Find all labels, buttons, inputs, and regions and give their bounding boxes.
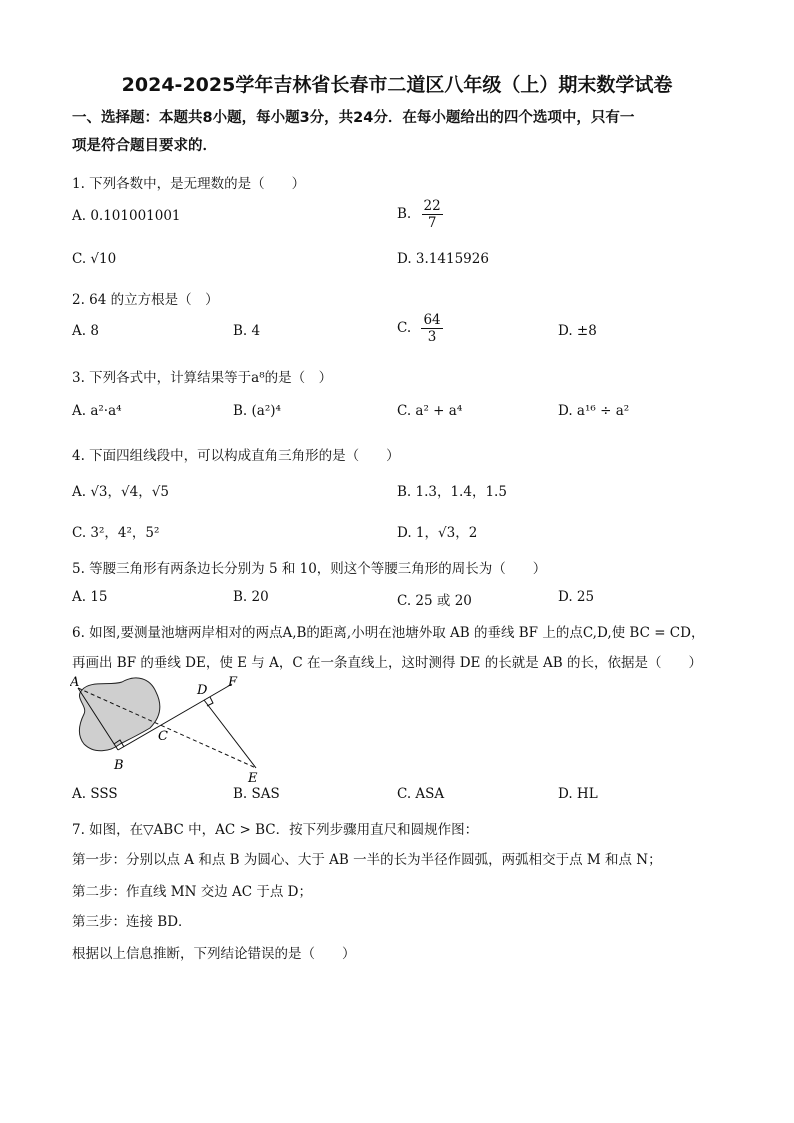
q2-option-c-label: C. [397, 320, 412, 336]
fraction-denominator: 3 [427, 329, 437, 345]
q5-option-b: B. 20 [233, 589, 269, 605]
q5-option-c: C. 25 或 20 [397, 593, 472, 609]
section-header-line-2: 项是符合题目要求的． [72, 138, 217, 154]
fraction-numerator: 22 [423, 198, 441, 214]
point-label-b: B [114, 758, 124, 773]
q3-option-a: A. a²·a⁴ [72, 403, 122, 419]
point-label-f: F [228, 675, 238, 690]
question-5-stem: 5. 等腰三角形有两条边长分别为 5 和 10，则这个等腰三角形的周长为（ ） [72, 561, 547, 577]
question-7-step-2: 第二步：作直线 MN 交边 AC 于点 D； [72, 884, 312, 900]
question-7-step-3: 第三步：连接 BD． [72, 914, 192, 930]
q4-option-b: B. 1.3，1.4，1.5 [397, 484, 507, 500]
question-1-stem: 1. 下列各数中，是无理数的是（ ） [72, 176, 306, 192]
section-header [72, 104, 722, 160]
q4-option-c: C. 3²，4²，5² [72, 525, 160, 541]
q4-option-a: A. √3，√4，√5 [72, 484, 169, 500]
q6-option-a: A. SSS [72, 786, 118, 802]
q6-option-b: B. SAS [233, 786, 280, 802]
question-3-stem: 3. 下列各式中，计算结果等于a⁸的是（ ） [72, 370, 333, 386]
point-label-c: C [158, 729, 168, 744]
section-header-line-1: 一、选择题：本题共8小题，每小题3分，共24分．在每小题给出的四个选项中，只有一 [72, 110, 635, 126]
question-4-stem: 4. 下面四组线段中，可以构成直角三角形的是（ ） [72, 448, 400, 464]
question-7-stem: 7. 如图，在▽ABC 中，AC > BC．按下列步骤用直尺和圆规作图： [72, 822, 479, 838]
fraction-denominator: 7 [427, 215, 437, 231]
q2-option-c [397, 312, 443, 345]
segment-de [204, 700, 256, 768]
fraction-numerator: 64 [423, 312, 441, 328]
q1-option-b [397, 198, 443, 231]
q6-option-c: C. ASA [397, 786, 445, 802]
q1-option-c: C. √10 [72, 251, 117, 267]
q2-option-d: D. ±8 [558, 323, 597, 339]
q4-option-d: D. 1，√3，2 [397, 525, 478, 541]
pond-measurement-figure [70, 672, 290, 782]
q2-option-b: B. 4 [233, 323, 261, 339]
point-label-d: D [197, 683, 208, 698]
q5-option-a: A. 15 [72, 589, 108, 605]
question-7-tail: 根据以上信息推断，下列结论错误的是（ ） [72, 946, 356, 962]
q5-option-d: D. 25 [558, 589, 595, 605]
q3-option-c: C. a² + a⁴ [397, 403, 463, 419]
question-2-stem: 2. 64 的立方根是（ ） [72, 292, 219, 308]
question-6-stem-line-1: 6. 如图,要测量池塘两岸相对的两点A,B的距离,小明在池塘外取 AB 的垂线 BF 上的点C,D,使 BC = CD， [72, 625, 705, 641]
question-7-step-1: 第一步：分别以点 A 和点 B 为圆心、大于 AB 一半的长为半径作圆弧，两弧相交于点 M 和点 N； [72, 852, 662, 868]
point-label-e: E [248, 771, 258, 782]
q6-option-d: D. HL [558, 786, 598, 802]
q1-option-b-fraction [422, 198, 443, 231]
q1-option-d: D. 3.1415926 [397, 251, 489, 267]
q1-option-a: A. 0.101001001 [72, 208, 181, 224]
question-6-stem-line-2: 再画出 BF 的垂线 DE，使 E 与 A，C 在一条直线上，这时测得 DE 的长就是 AB 的长，依据是（ ） [72, 655, 702, 671]
point-label-a: A [70, 675, 80, 690]
page-title: 2024-2025学年吉林省长春市二道区八年级（上）期末数学试卷 [121, 74, 673, 96]
q3-option-d: D. a¹⁶ ÷ a² [558, 403, 630, 419]
q2-option-c-fraction [421, 312, 442, 345]
q2-option-a: A. 8 [72, 323, 99, 339]
q3-option-b: B. (a²)⁴ [233, 403, 281, 419]
q1-option-b-label: B. [397, 206, 412, 222]
